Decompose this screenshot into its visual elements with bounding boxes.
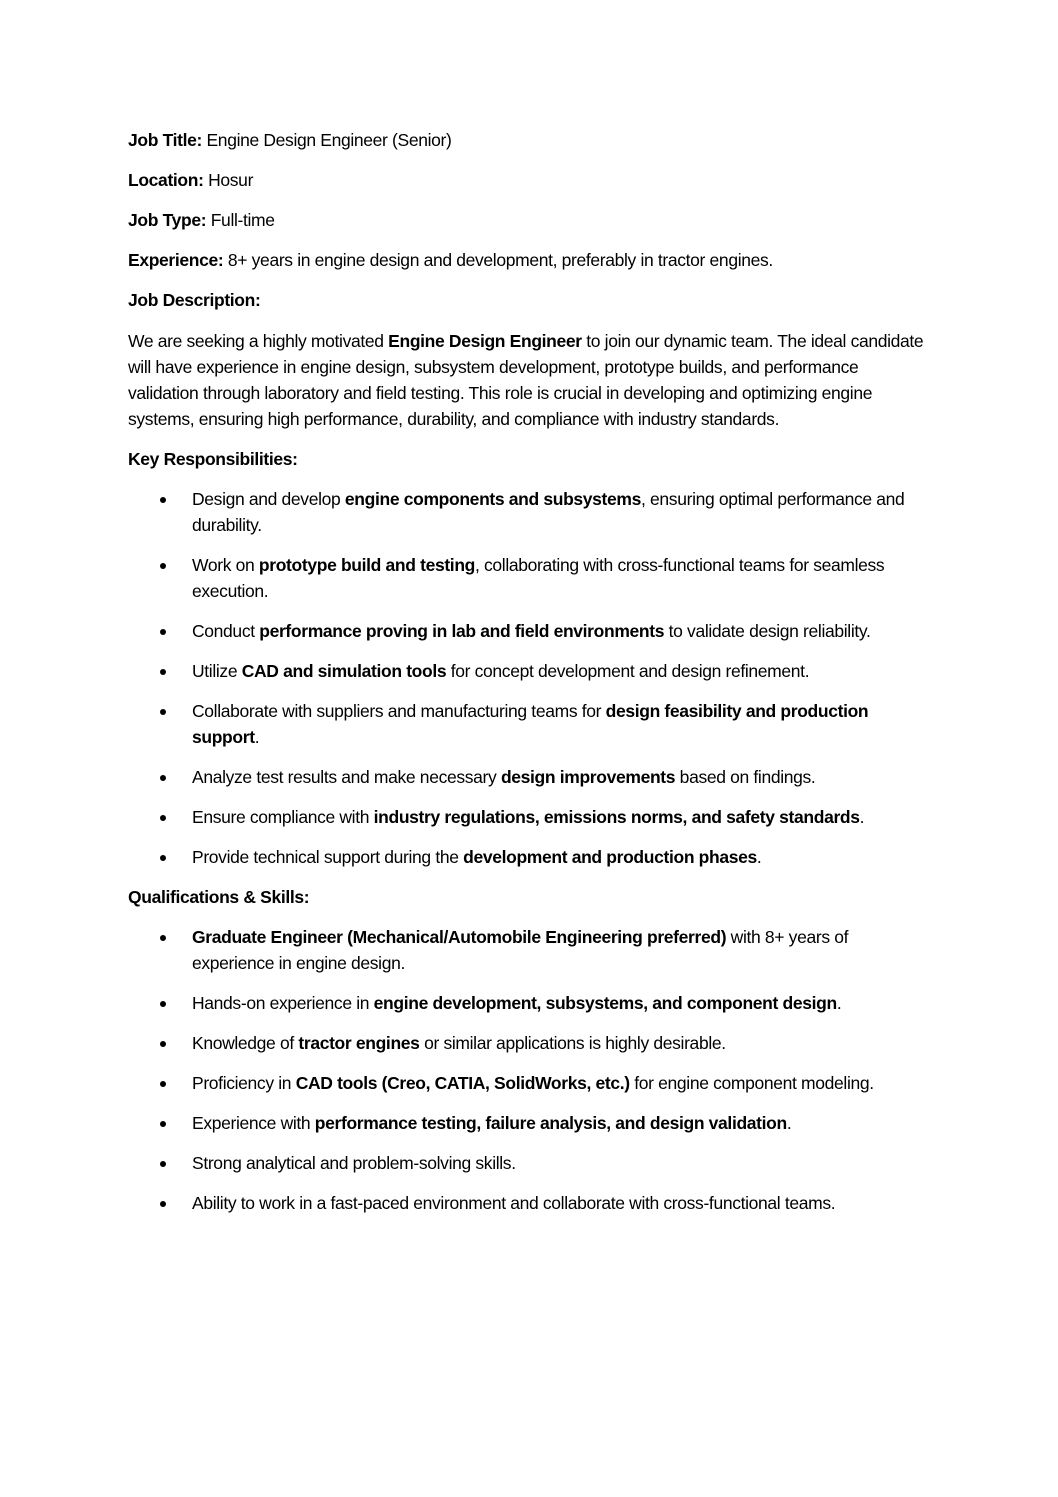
job-description-heading: Job Description:	[128, 290, 261, 310]
text-run: to join our dynamic team. The ideal candidate will have experience in engine design, subsystem development, prototype builds, and performance validation through laboratory and field testing. This role is crucial in developing and optimizing engine systems, ensuring high performance, durability, and compliance with industry standards.	[128, 331, 924, 429]
list-item: Provide technical support during the development and production phases.	[128, 844, 928, 870]
list-item: Ability to work in a fast-paced environment and collaborate with cross-functional teams.	[128, 1190, 928, 1216]
list-item: Knowledge of tractor engines or similar applications is highly desirable.	[128, 1030, 928, 1056]
list-item: Hands-on experience in engine development, subsystems, and component design.	[128, 990, 928, 1016]
field-label: Location:	[128, 170, 204, 190]
field-job-title	[128, 128, 928, 168]
field-label: Job Type:	[128, 210, 207, 230]
list-item: Ensure compliance with industry regulations, emissions norms, and safety standards.	[128, 804, 928, 830]
qualifications-heading: Qualifications & Skills:	[128, 887, 310, 907]
list-item: Experience with performance testing, failure analysis, and design validation.	[128, 1110, 928, 1136]
job-description-paragraph	[128, 328, 928, 432]
field-job-type	[128, 208, 928, 248]
field-value: Hosur	[208, 170, 254, 190]
list-item: Utilize CAD and simulation tools for concept development and design refinement.	[128, 658, 928, 684]
field-location	[128, 168, 928, 208]
document-page	[128, 128, 928, 1230]
field-value: Engine Design Engineer (Senior)	[206, 130, 452, 150]
text-run: We are seeking a highly motivated	[128, 331, 389, 351]
bold-run: Engine Design Engineer	[388, 331, 582, 351]
list-item: Strong analytical and problem-solving skills.	[128, 1150, 928, 1176]
list-item: Graduate Engineer (Mechanical/Automobile Engineering preferred) with 8+ years of experience in engine design.	[128, 924, 928, 976]
list-item: Work on prototype build and testing, collaborating with cross-functional teams for seamless execution.	[128, 552, 928, 604]
list-item: Design and develop engine components and subsystems, ensuring optimal performance and durability.	[128, 486, 928, 538]
field-value: Full-time	[210, 210, 275, 230]
responsibilities-list	[128, 486, 928, 870]
qualifications-list	[128, 924, 928, 1216]
field-value: 8+ years in engine design and development, preferably in tractor engines.	[227, 250, 773, 270]
list-item: Analyze test results and make necessary design improvements based on findings.	[128, 764, 928, 790]
list-item: Conduct performance proving in lab and field environments to validate design reliability.	[128, 618, 928, 644]
field-experience	[128, 248, 928, 288]
job-description-heading-wrap	[128, 288, 928, 328]
field-label: Job Title:	[128, 130, 202, 150]
list-item: Collaborate with suppliers and manufacturing teams for design feasibility and production support.	[128, 698, 928, 750]
responsibilities-heading: Key Responsibilities:	[128, 449, 298, 469]
list-item: Proficiency in CAD tools (Creo, CATIA, SolidWorks, etc.) for engine component modeling.	[128, 1070, 928, 1096]
field-label: Experience:	[128, 250, 224, 270]
